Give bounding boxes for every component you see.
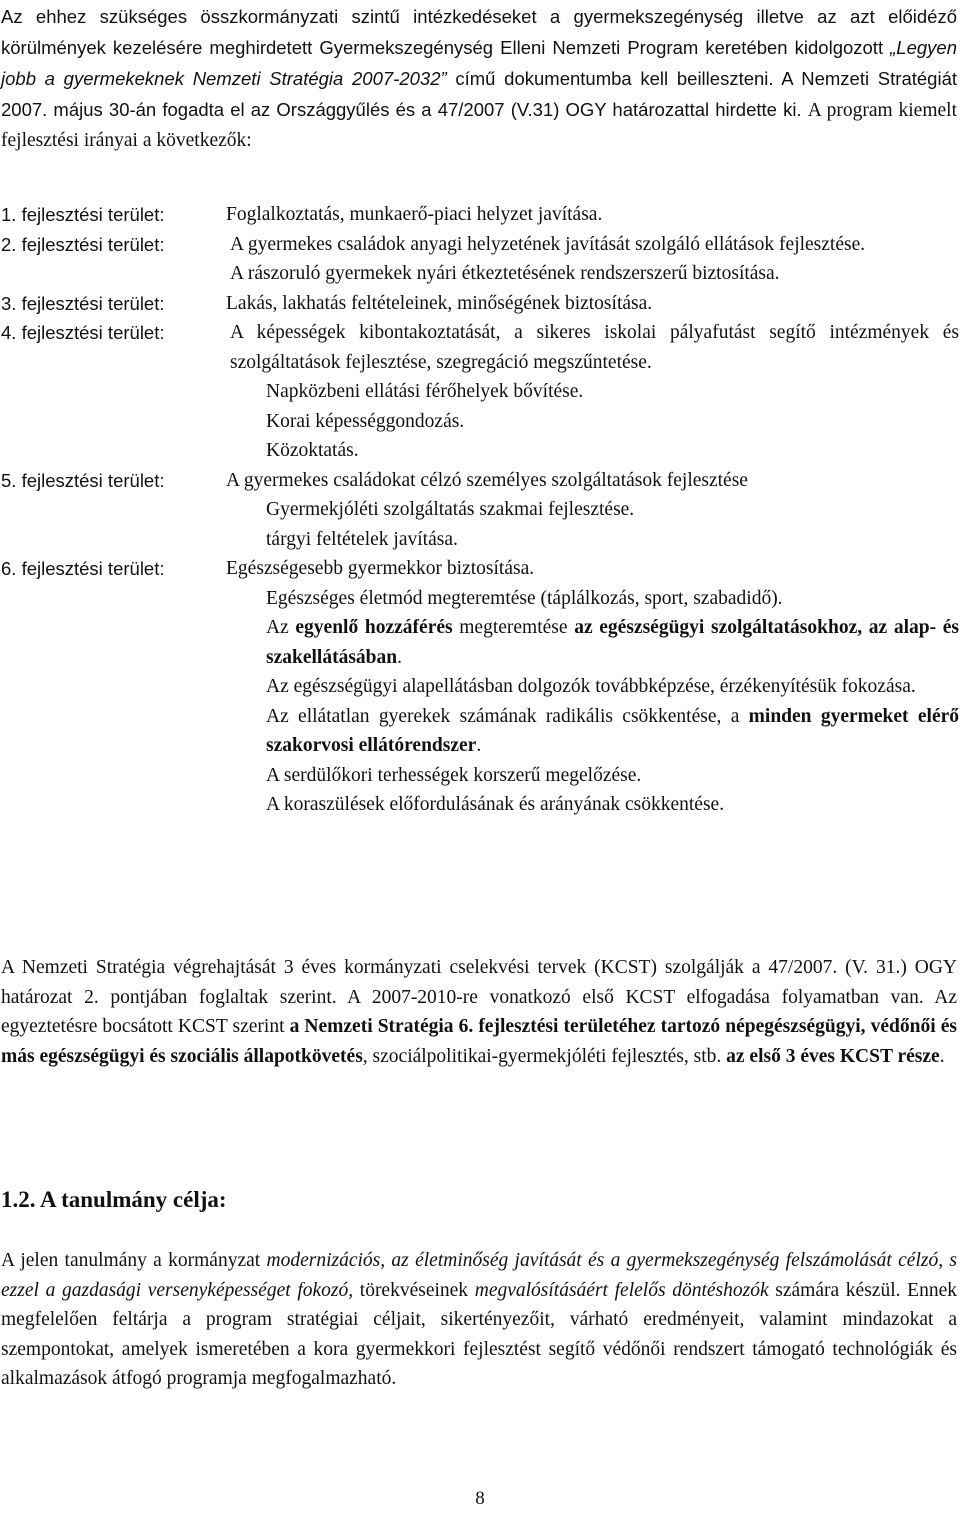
area-main-text: A képességek kibontakoztatását, a sikeres iskolai pályafutást segítő intézmények és szolgáltatások fejlesztése, szegregáció megszűntetése. xyxy=(230,322,959,373)
area-sub-item: Gyermekjóléti szolgáltatás szakmai fejlesztése. xyxy=(266,499,635,520)
sub-text: . xyxy=(476,735,482,756)
kcst-paragraph xyxy=(1,953,957,1071)
area-sub-item: Közoktatás. xyxy=(266,440,359,461)
area-main-text: Egészségesebb gyermekkor biztosítása. xyxy=(226,558,535,579)
area-label: 3. fejlesztési terület: xyxy=(1,292,165,314)
kcst-text-bold: a Nemzeti Stratégia 6. fejlesztési területéhez tartozó népegészségügyi, védőnői és más egészségügyi és szociális állapotkövetés xyxy=(1,1016,957,1067)
area-sub-item-equal-access xyxy=(266,613,959,672)
aim-text: A jelen tanulmány a kormányzat xyxy=(1,1250,267,1271)
development-area-5 xyxy=(1,466,959,555)
area-sub-item: A rászoruló gyermekek nyári étkeztetésének rendszerszerű biztosítása. xyxy=(230,263,780,284)
area-label: 4. fejlesztési terület: xyxy=(1,322,165,343)
area-main-text: A gyermekes családokat célzó személyes szolgáltatások fejlesztése xyxy=(226,469,748,491)
development-area-4 xyxy=(1,318,959,466)
development-area-3 xyxy=(1,289,959,319)
strategy-title: „Legyen jobb a gyermekeknek Nemzeti Stratégia 2007-2032” xyxy=(1,37,957,89)
area-sub-item: Napközbeni ellátási férőhelyek bővítése. xyxy=(266,381,584,402)
area-label: 1. fejlesztési terület: xyxy=(1,204,165,225)
aim-text: számára készül. Ennek megfelelően feltárja a program stratégiai céljait, sikertényezőit, várható eredményeit, valamint mindazokat a szempontokat, amelyek ismeretében a kora gyermekkori fejlesztést segítő védőnői rendszert támogató technológiák és alkalmazások átfogó programja megfogalmazható. xyxy=(1,1279,957,1389)
intro-text-2: című dokumentumba kell beilleszteni. A Nemzeti Stratégiát 2007. május 30-án fogadta el az Országgyűlés és a 47/2007 (V.31) OGY határozattal hirdette ki. xyxy=(1,68,957,120)
development-area-1 xyxy=(1,200,959,230)
sub-text: Az ellátatlan gyerekek számának radikális csökkentése, a xyxy=(266,705,749,727)
kcst-text: , szociálpolitikai-gyermekjóléti fejlesztés, stb. xyxy=(362,1045,727,1067)
intro-text-3: A program kiemelt fejlesztési irányai a következők: xyxy=(1,100,957,151)
area-main-text: A gyermekes családok anyagi helyzetének javítását szolgáló ellátások fejlesztése. xyxy=(230,233,866,255)
aim-text-italic: megvalósításáért felelős döntéshozók xyxy=(474,1279,769,1301)
area-label: 5. fejlesztési terület: xyxy=(1,469,165,491)
kcst-text-bold: az első 3 éves KCST része xyxy=(726,1045,940,1067)
development-area-6 xyxy=(1,554,959,820)
aim-paragraph xyxy=(1,1246,957,1394)
area-label: 2. fejlesztési terület: xyxy=(1,233,165,255)
area-sub-item: tárgyi feltételek javítása. xyxy=(266,528,458,550)
area-sub-item: A koraszülések előfordulásának és arányának csökkentése. xyxy=(266,794,725,815)
development-areas-list xyxy=(1,200,959,820)
kcst-text: A Nemzeti Stratégia végrehajtását 3 éves kormányzati cselekvési tervek (KCST) szolgálják a 47/2007. (V. 31.) OGY határozat 2. pontjában foglaltak szerint. A 2007-2010-re vonatkozó első KCST elfogadása folyamatban van. Az egyeztetésre bocsátott KCST szerint xyxy=(1,957,957,1037)
area-main-text: Foglalkoztatás, munkaerő-piaci helyzet javítása. xyxy=(226,204,603,225)
aim-text-italic: modernizációs, az életminőség javítását és a gyermekszegénység felszámolását célzó, s ezzel a gazdasági versenyképességet fokozó, xyxy=(1,1250,957,1301)
sub-text-bold: az egészségügyi szolgáltatásokhoz, az alap- és szakellátásában xyxy=(266,617,959,668)
page-number: 8 xyxy=(475,1488,485,1509)
sub-text-bold: minden gyermeket elérő szakorvosi ellátórendszer xyxy=(266,705,960,756)
area-sub-item: Az egészségügyi alapellátásban dolgozók továbbképzése, érzékenyítésük fokozása. xyxy=(266,676,916,697)
aim-text: törekvéseinek xyxy=(353,1279,475,1301)
sub-text: megteremtése xyxy=(452,617,575,638)
intro-text-1: Az ehhez szükséges összkormányzati szintű intézkedéseket a gyermekszegénység illetve az azt előidéző körülmények kezelésére meghirdetett Gyermekszegénység Elleni Nemzeti Program keretében kidolgozott xyxy=(1,6,957,58)
area-sub-item: A serdülőkori terhességek korszerű megelőzése. xyxy=(266,764,642,786)
area-sub-item: Egészséges életmód megteremtése (táplálkozás, sport, szabadidő). xyxy=(266,587,783,609)
section-heading: 1.2. A tanulmány célja: xyxy=(1,1187,227,1212)
development-area-2 xyxy=(1,230,959,289)
kcst-text: . xyxy=(939,1045,945,1067)
intro-paragraph xyxy=(1,2,957,156)
area-sub-item: Korai képességgondozás. xyxy=(266,410,465,432)
area-sub-item-specialist-care xyxy=(266,702,959,761)
area-label: 6. fejlesztési terület: xyxy=(1,558,165,579)
sub-text-bold: egyenlő hozzáférés xyxy=(295,617,453,638)
sub-text: . xyxy=(397,646,402,668)
sub-text: Az xyxy=(266,617,296,638)
area-main-text: Lakás, lakhatás feltételeinek, minőségének biztosítása. xyxy=(226,292,653,314)
